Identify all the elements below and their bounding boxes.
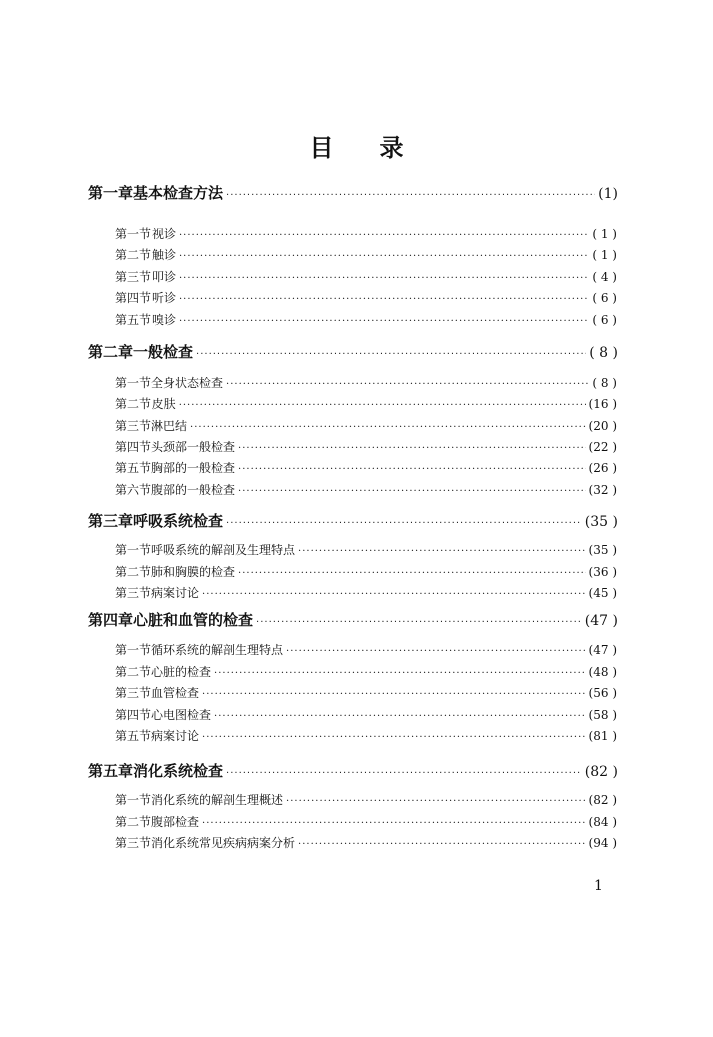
toc-section-entry [115,459,617,476]
section-page: ( 6 ) [592,291,617,305]
section-number: 第六节 [115,483,152,497]
section-page: ( 4 ) [592,270,617,284]
toc-section-entry [115,438,617,455]
dot-leader [179,294,589,305]
section-number: 第四节 [115,440,152,454]
dot-leader [238,464,586,475]
toc-section-entry [115,541,617,558]
section-number: 第三节 [115,686,152,700]
section-title: 消化系统常见疾病病案分析 [151,836,296,850]
toc-section-entry [115,834,617,851]
dot-leader [202,689,586,700]
section-page: (81 ) [588,729,617,743]
section-title: 叩诊 [151,270,176,284]
section-number: 第一节 [115,793,152,807]
section-number: 第二节 [115,565,152,579]
toc-section-entry [115,289,617,306]
section-title: 全身状态检查 [151,376,224,390]
section-page: (48 ) [588,665,617,679]
section-page: (84 ) [588,815,617,829]
dot-leader [179,273,589,284]
toc-section-entry [115,268,617,285]
section-page: (82 ) [588,793,617,807]
section-number: 第五节 [115,461,152,475]
section-number: 第一节 [115,543,152,557]
toc-chapter-entry [88,609,618,630]
chapter-page: (47 ) [584,613,618,629]
section-number: 第一节 [115,643,152,657]
dot-leader [202,589,586,600]
toc-section-entry [115,684,617,701]
title-char-1: 目 [309,134,334,162]
dot-leader [286,796,586,807]
chapter-title: 基本检查方法 [133,184,224,202]
section-title: 病案讨论 [151,586,200,600]
section-page: ( 1 ) [592,248,617,262]
section-title: 血管检查 [151,686,200,700]
section-page: ( 6 ) [592,313,617,327]
chapter-number: 第四章 [88,611,134,629]
page-title [0,128,713,163]
section-page: (20 ) [588,419,617,433]
dot-leader [226,190,595,201]
section-page: (56 ) [588,686,617,700]
section-page: (58 ) [588,708,617,722]
section-title: 头颈部一般检查 [151,440,236,454]
chapter-number: 第一章 [88,184,134,202]
section-page: (22 ) [588,440,617,454]
dot-leader [298,546,586,557]
title-char-2: 录 [379,134,404,162]
dot-leader [214,668,586,679]
toc-chapter-entry [88,760,618,781]
toc-section-entry [115,727,617,744]
section-title: 肺和胸膜的检查 [151,565,236,579]
toc-section-entry [115,481,617,498]
section-page: (16 ) [588,397,617,411]
section-number: 第四节 [115,708,152,722]
section-number: 第三节 [115,270,152,284]
chapter-title: 心脏和血管的检查 [133,611,254,629]
section-page: (45 ) [588,586,617,600]
section-title: 心脏的检查 [151,665,212,679]
toc-chapter-entry [88,341,618,362]
toc-section-entry [115,246,617,263]
section-number: 第三节 [115,836,152,850]
section-page: (26 ) [588,461,617,475]
section-title: 循环系统的解剖生理特点 [151,643,284,657]
dot-leader [286,646,586,657]
toc-section-entry [115,813,617,830]
chapter-page: (1) [598,186,618,202]
section-title: 心电图检查 [151,708,212,722]
section-number: 第五节 [115,313,152,327]
dot-leader [196,349,586,360]
section-title: 皮肤 [151,397,176,411]
dot-leader [226,379,589,390]
section-page: (32 ) [588,483,617,497]
section-page: ( 8 ) [592,376,617,390]
section-number: 第二节 [115,815,152,829]
dot-leader [238,568,586,579]
toc-section-entry [115,791,617,808]
dot-leader [238,486,586,497]
toc-section-entry [115,584,617,601]
section-number: 第二节 [115,248,152,262]
section-title: 病案讨论 [151,729,200,743]
section-title: 腹部检查 [151,815,200,829]
dot-leader [179,400,586,411]
chapter-page: ( 8 ) [589,345,618,361]
section-number: 第三节 [115,586,152,600]
dot-leader [179,230,589,241]
toc-section-entry [115,311,617,328]
toc-section-entry [115,395,617,412]
chapter-number: 第五章 [88,762,134,780]
section-title: 淋巴结 [151,419,188,433]
section-title: 胸部的一般检查 [151,461,236,475]
dot-leader [226,518,582,529]
section-title: 听诊 [151,291,176,305]
toc-chapter-entry [88,510,618,531]
section-number: 第二节 [115,665,152,679]
section-title: 触诊 [151,248,176,262]
chapter-title: 一般检查 [133,343,194,361]
dot-leader [256,617,582,628]
chapter-page: (82 ) [584,764,618,780]
dot-leader [202,818,586,829]
dot-leader [202,732,586,743]
section-number: 第五节 [115,729,152,743]
section-number: 第一节 [115,227,152,241]
dot-leader [298,839,586,850]
dot-leader [179,251,589,262]
chapter-number: 第二章 [88,343,134,361]
dot-leader [226,768,582,779]
section-number: 第一节 [115,376,152,390]
dot-leader [238,443,586,454]
section-page: (35 ) [588,543,617,557]
toc-section-entry [115,563,617,580]
chapter-number: 第三章 [88,512,134,530]
dot-leader [179,316,589,327]
section-number: 第二节 [115,397,152,411]
section-number: 第四节 [115,291,152,305]
toc-section-entry [115,374,617,391]
chapter-title: 消化系统检查 [133,762,224,780]
section-page: (47 ) [588,643,617,657]
section-number: 第三节 [115,419,152,433]
section-title: 腹部的一般检查 [151,483,236,497]
section-title: 呼吸系统的解剖及生理特点 [151,543,296,557]
page-number: 1 [594,878,603,894]
dot-leader [190,422,586,433]
section-page: ( 1 ) [592,227,617,241]
toc-section-entry [115,225,617,242]
toc-section-entry [115,641,617,658]
toc-section-entry [115,417,617,434]
section-title: 消化系统的解剖生理概述 [151,793,284,807]
toc-chapter-entry [88,182,618,203]
dot-leader [214,711,586,722]
section-title: 视诊 [151,227,176,241]
chapter-page: (35 ) [584,514,618,530]
section-page: (94 ) [588,836,617,850]
section-title: 嗅诊 [151,313,176,327]
toc-section-entry [115,663,617,680]
section-page: (36 ) [588,565,617,579]
chapter-title: 呼吸系统检查 [133,512,224,530]
toc-section-entry [115,706,617,723]
